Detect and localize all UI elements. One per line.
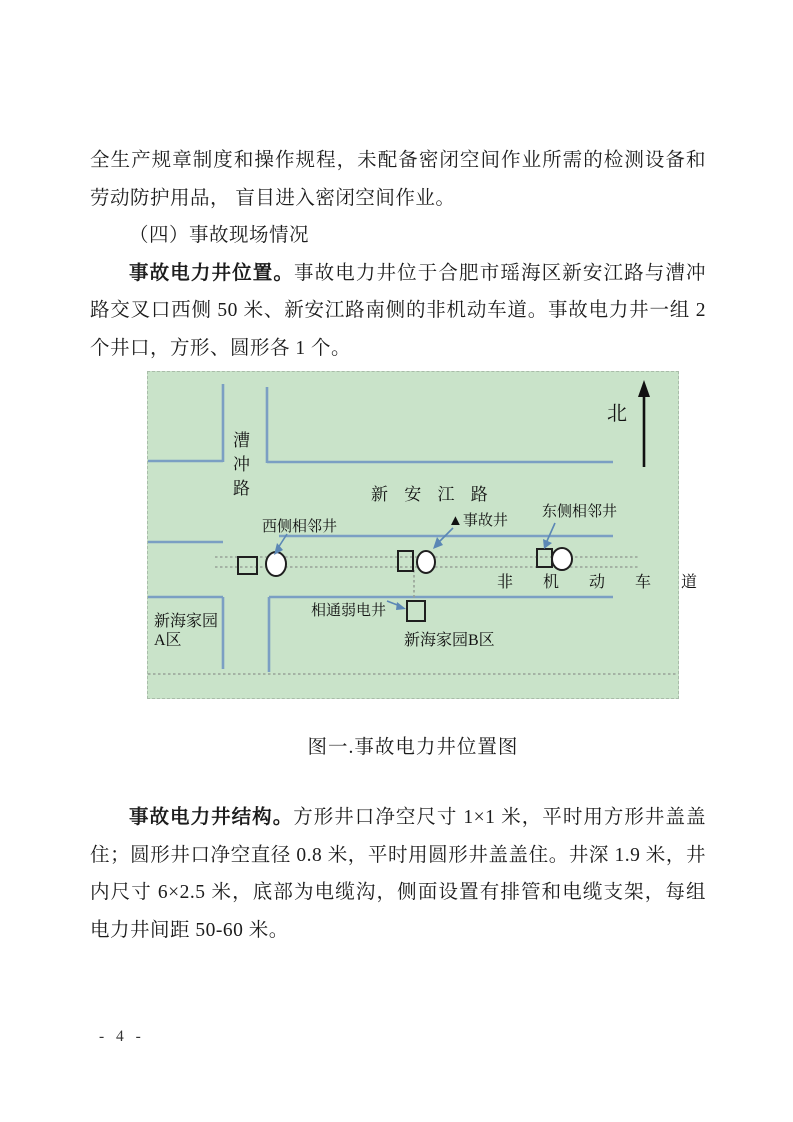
north-arrow-icon [638, 380, 650, 467]
page-number: - 4 - [99, 1028, 145, 1045]
caochong-road-label: 漕冲路 [230, 431, 249, 503]
paragraph-well-structure [90, 799, 706, 949]
accident-round-well [417, 551, 435, 573]
xinhai-area-a-label: 新海家园A区 [154, 613, 219, 649]
paragraph-well-location [90, 255, 706, 368]
xinanjiang-road-label: 新 安 江 路 [371, 485, 494, 504]
figure-caption: 图一.事故电力井位置图 [307, 737, 519, 758]
weak-current-square-well [407, 601, 425, 621]
non-motorized-lane-label: 非 机 动 车 道 [497, 574, 711, 591]
east-round-well [552, 548, 572, 570]
accident-well-label: ▲事故井 [448, 513, 508, 529]
accident-square-well [398, 551, 413, 571]
weak-current-well-label: 相通弱电井 [311, 603, 387, 619]
east-adjacent-well-label: 东侧相邻井 [542, 504, 618, 520]
east-well-pointer [547, 523, 555, 541]
document-body [90, 142, 711, 949]
xinhai-area-b-label: 新海家园B区 [404, 632, 495, 649]
section-heading: （四）事故现场情况 [129, 225, 310, 246]
north-label: 北 [607, 403, 627, 425]
paragraph-continuation: 全生产规章制度和操作规程，未配备密闭空间作业所需的检测设备和劳动防护用品， 盲目进入密闭空间作业。 [90, 150, 706, 209]
paragraph-text-location: 事故电力井位于合肥市瑶海区新安江路与漕冲路交叉口西侧 50 米、新安江路南侧的非机动车道。事故电力井一组 2 个井口，方形、圆形各 1 个。 [90, 262, 706, 359]
east-square-well [537, 549, 552, 567]
west-round-well [266, 552, 286, 576]
paragraph-lead-structure: 事故电力井结构。 [129, 806, 294, 828]
map-diagram [147, 371, 711, 699]
west-square-well [238, 557, 257, 574]
paragraph-lead-location: 事故电力井位置。 [129, 261, 295, 284]
west-adjacent-well-label: 西侧相邻井 [262, 519, 338, 535]
paragraph-text-structure: 方形井口净空尺寸 1×1 米，平时用方形井盖盖住；圆形井口净空直径 0.8 米，平时用圆形井盖盖住。井深 1.9 米，井内尺寸 6×2.5 米，底部为电缆沟，侧面设置有排管和电缆支架，每组电力井间距 50-60 米。 [90, 807, 706, 941]
figure-well-location-map [147, 371, 711, 759]
